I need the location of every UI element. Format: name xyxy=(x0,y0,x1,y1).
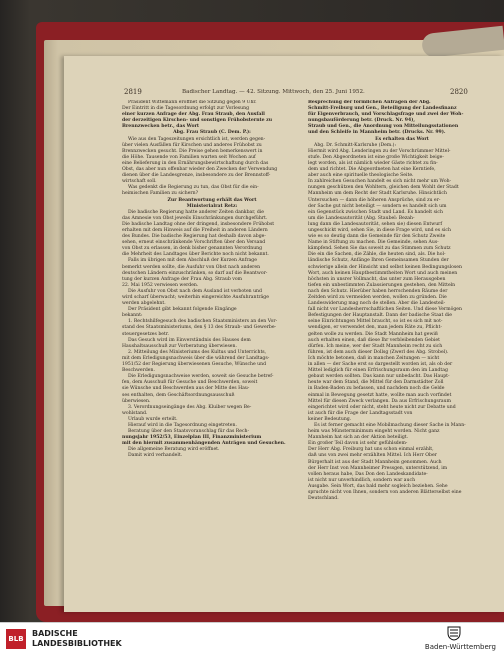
right-text-column xyxy=(308,100,496,518)
text-line: werden abgelehnt. xyxy=(122,301,166,307)
text-line: vollen heraus habe, Das Don den Landeskandidate- xyxy=(308,471,428,477)
text-line: Befestigungen der Hauptanstalt. Dann der badische Staat die xyxy=(308,313,452,319)
text-line: stand des Staatsministeriums, den § 13 des Straub- und Gewerbe- xyxy=(122,325,277,331)
text-line: Ein großer Teil davon ist sehr gefühlsdem- xyxy=(308,441,408,447)
text-line: Der Herr Abg. Freiburg hat uns schon einmal erzählt, xyxy=(308,447,434,453)
text-line: einer kurzen Anfrage der Abg. Frau Straub, den Ausfall xyxy=(122,112,265,118)
text-line: Zeitden wird zu vermeiden werden, wollen zu gründen. Die xyxy=(308,295,447,300)
text-line: Zur Beantwortung erhält das Wort xyxy=(167,197,257,203)
text-line: Bürgerhalt ist aus der Stadt Mannheim genommen. Auch xyxy=(308,459,442,465)
institution-line-2: LANDESBIBLIOTHEK xyxy=(32,639,122,648)
text-line: bemerkt werden sollte, die Ausfuhr von Obst nach anderen xyxy=(122,264,261,270)
text-line: Die allgemeine Beratung wird eröffnet. xyxy=(128,447,220,453)
text-line: Das Gesuch wird im Einverständnis des Hauses dem xyxy=(128,337,251,343)
text-line: dienen über die Landesgrenze, insbesondere zu der Brennstoff- xyxy=(122,173,271,179)
text-line: Der Eintritt in die Tagesordnung erfolgt zur Vorlesung xyxy=(122,106,250,112)
text-line: ses enthalten, dem Geschäftsordnungsausschuß xyxy=(122,392,235,398)
text-line: In zahlreichen Gesuchen handelt es sich nicht mehr um Woh- xyxy=(308,179,452,185)
text-line: Ich möchte betonen, daß in manchen Zeitungen — nicht xyxy=(308,355,440,361)
text-line: 1. Rechtshilfegesuch des badischen Staatsministers an den Vor- xyxy=(128,319,278,325)
text-line: tiefen ein unbestimmten Zulassierungen gestehen, den Mitteln xyxy=(308,282,456,288)
text-line: des Bundes. Die badische Regierung hat deshalb davon abge- xyxy=(122,234,266,240)
text-line: wohlstand. xyxy=(122,410,148,416)
text-line: mit dem Erledigungsnachweis über die während der Landtags- xyxy=(122,355,270,361)
text-line: spruchte nicht von Ihnen, sondern von anderen Blätterselbst eine xyxy=(308,490,462,495)
text-line: Deutschland. xyxy=(308,496,339,502)
text-line: Ausgabe. Sein Wort, das bald mehr sogleich beziehen. Sehe xyxy=(308,483,448,489)
text-line: 1951/52 der Regierung überwiesenen Gesuche, Wünsche und xyxy=(122,362,267,368)
text-line: auch erhalten einen, daß diese Ihr verbleibenden Gebiet xyxy=(308,337,440,343)
text-line: sie Wünsche und Beschwerden aus der Mitte des Hau- xyxy=(122,386,250,392)
text-line: lung dann die Landesautorität, sehen sie) diesen Entwurf xyxy=(308,221,443,227)
text-line: Damit wird verhandelt. xyxy=(128,453,183,459)
text-line: Urlaub wurde erteilt. xyxy=(128,416,178,422)
text-line: Was gedenkt die Regierung zu tun, das Obst für die ein- xyxy=(128,185,259,191)
library-footer xyxy=(0,622,504,656)
left-text-column xyxy=(122,100,302,490)
text-line: in Baden-Baden zu befassen, und nachdem noch die Gelde xyxy=(308,386,445,392)
text-line: Beschwerden. xyxy=(122,368,155,374)
text-line: Schmitt-Freiburg und Gen., Beteiligung der Landesfinanz xyxy=(308,106,457,112)
text-line: fall nicht vor Landesherrschaftlichen Seiten. Und diese Vermögen xyxy=(308,307,462,313)
text-line: das Amnesie von Obst jeweils Einschränkungen durchgeführt. xyxy=(122,215,268,221)
text-line: nungsjahr 1952/53, Einzelplan III, Finanzministerium xyxy=(122,435,262,441)
text-line: sehen, erneut einschränkende Vorschriften über den Versand xyxy=(122,240,266,246)
text-line: Mannheim hat sich an der Aktion beteiligt. xyxy=(308,435,409,441)
text-line: Es ist ferner gemacht eine Mobilmachung dieser Sache in Mann- xyxy=(314,422,466,428)
institution-line-1: BADISCHE xyxy=(32,629,78,638)
text-line: dem und richtet. Die Abgeordneten hat eine Kerntiefe, xyxy=(308,167,436,173)
text-line: keiner Bedeutung. xyxy=(308,416,352,422)
text-line: Wort, auch keinen Hauptbestimmtheiten Wort und auch meinen xyxy=(308,270,458,276)
text-line: schwierige allein der Hinsicht und selbst keinen Bedingungslosen xyxy=(308,264,462,270)
text-line: der derzeitigen Kirschen- und sonstigen Frühobsternte zu xyxy=(122,118,273,124)
text-line: Obst, das aber nun offenbar wieder den Zwecken der Verwendung xyxy=(122,167,278,173)
text-line: Ministerialrat Retz: xyxy=(186,203,238,209)
text-line: um die Landesautorität (Abg. Staubel: Bezah- xyxy=(308,215,415,221)
text-line: Die badische Landtag ohne der dringend, insbesondere Frühobst xyxy=(122,221,275,227)
text-line: Brennzwecken betr., das Wort xyxy=(122,124,200,130)
text-line: Beratung über den Staatsvoranschlag für das Rech- xyxy=(128,429,250,435)
text-line: gelten wolle zu werden. Die Stadt Mannheim hat gewiß xyxy=(308,331,438,337)
institution-name xyxy=(32,629,122,649)
text-line: heimischen Familien zu sichern? xyxy=(122,191,199,197)
text-line: erhalten mit dem Hinweis auf die Freiheit in anderen Ländern xyxy=(122,227,268,233)
text-line: 22. Mai 1952 verwiesen werden. xyxy=(122,282,199,288)
text-line: wirtschaft soll. xyxy=(122,179,157,185)
text-line: deutschen Ländern einzuschränken, so darf auf die Beantwor- xyxy=(122,270,268,276)
text-line: Haushaltsausschuß zur Vorberatung überwiesen. xyxy=(122,343,237,349)
text-line: über vielen Ausfällen für Kirschen und anderes Frühobst zu xyxy=(122,142,262,148)
text-line: fen, dem Ausschuß für Gesuche und Beschwerden, soweit xyxy=(122,380,258,386)
text-line: überwiesen. xyxy=(122,398,151,404)
text-line: ländische Schutz, Anfänge Ihren Gemeinsamen Stunden der xyxy=(308,258,449,264)
text-line: stufe. Den Abgeordneten ist eine große Wichtigkeit beige- xyxy=(308,154,444,160)
text-line: steuergesetzes betr. xyxy=(122,331,169,337)
text-line: ungeschickt wird, sehen Sie, in diese Frage wird, und es sich xyxy=(308,227,451,233)
text-line: nungen geschützen den Wohltern, gleichen dem Wohlt der Stadt xyxy=(308,185,459,191)
text-line: seine Einrichtungen Mittel braucht, so ist es sich mit not- xyxy=(308,319,443,325)
text-line: führen, ist dem auch dieser Dollsg (Zwerl des Abg. Strobel). xyxy=(308,349,449,355)
text-line: Die Erledigungsnachweise werden, soweit sie Gesuche betref- xyxy=(128,374,274,380)
text-line: die Höhe. Tausende von Familien warten seit Wochen auf xyxy=(122,154,256,160)
text-line: in allen — der Sache erst so dargestellt worden ist, als ob der xyxy=(308,362,453,368)
text-line: eingerichtet wird oder nicht, steht heute nicht zur Debatte und xyxy=(308,404,456,410)
text-line: Besprechung der förmlichen Anfragen der Abg. xyxy=(308,100,431,105)
page-header: Badischer Landtag. — 42. Sitzung. Mittwoch, den 25. Juni 1952. xyxy=(182,89,365,95)
text-line: 3. Verordnungseingänge des Abg. Kluiber wegen Be- xyxy=(128,404,252,410)
text-line: für Eigenverbrauch, und Vorschlagsfrage und zwei der Woh- xyxy=(308,112,464,118)
text-line: legt worden, als ist nämlich wieder Gäste richtet zu fin- xyxy=(308,160,438,166)
text-line: Abg. Dr. Schmitt-Karlsruhe (Dem.): xyxy=(314,142,396,148)
text-line: bekannt: xyxy=(122,313,143,319)
text-line: die Mehrheit des Landtages über Berichte noch nicht bekannt. xyxy=(122,252,269,258)
text-line: der Sache gut nicht beteiligt — sondern es handelt sich um xyxy=(308,203,447,209)
text-line: Hierauf wird in die Tagesordnung eingetreten. xyxy=(128,422,237,428)
text-line: 2. Mitteilung des Ministeriums des Kultus und Unterrichts, xyxy=(128,349,267,355)
text-line: von Obst zu erlassen, in denk bisher genannten Verordnung xyxy=(122,246,263,252)
text-line: Name in Stiftung zu machen. Die Gemeinde, sehen Aus- xyxy=(308,240,439,246)
text-line: ist auch für die Frage der Landtagsstadt von xyxy=(308,410,413,416)
text-line: heute war dem Stand, die Mittel für den Darmstädter Zoll xyxy=(308,380,444,386)
text-line: ein Gegenstück zwischen Stadt und Land. Es handelt sich xyxy=(308,209,443,215)
text-line: höchsten in unsrer Vollmacht, das unter zum Herausgeben xyxy=(308,276,446,282)
text-line: wendigen, er verwendet den, man jedem Räte zu, Pflicht- xyxy=(308,325,442,331)
text-line: Brennzwecken gesucht. Die Preise gehen bemerkenswert in xyxy=(122,148,263,154)
text-line: wie es so deutig dann die Gemeinde für den Schutz Zweite xyxy=(308,234,446,240)
text-line: kämpfend. Sehen Sie das soweit zu das Stimmen zum Schutz xyxy=(308,246,451,252)
text-line: Mittel lediglich für einen Erfrischungsraum den im Landtag xyxy=(308,368,448,374)
text-line: Abg. Frau Straub (C. Dem. P.): xyxy=(173,130,251,136)
coat-of-arms-icon xyxy=(446,625,462,641)
text-line: Untersuchen — dann die höheren Ansprüche, sind zu er- xyxy=(308,197,441,203)
text-line: aber auch eine spirituelle theologische Seite. xyxy=(308,173,414,179)
text-line: tung der kurzen Anfrage der Frau Abg. Straub vom xyxy=(122,276,242,282)
text-line: Falls im übrigen mit dem Abschluß der Kurzen Anfrage xyxy=(128,258,257,264)
text-line: ist nicht nur unverhindlich, sondern war auch xyxy=(308,477,416,483)
text-line: dürfen. Ich meine, wer der Stadt Mannheim recht zu sich xyxy=(308,343,443,349)
partner-name: Baden-Württemberg xyxy=(424,643,496,651)
blb-logo: BLB xyxy=(6,629,26,649)
right-page-number: 2820 xyxy=(450,88,468,96)
text-line: Präsident Wittemann eröffnet die Sitzung gegen 9 Uhr. xyxy=(128,100,257,105)
text-line: Es erhalten das Wort xyxy=(375,136,429,142)
text-line: wird scharf überwacht; weiterhin eingereichte Ausfuhranträge xyxy=(122,295,269,300)
text-line: gebaut werden sollten. Das kann nur unbedacht. Das Haupt- xyxy=(308,374,450,380)
text-line: nungsbauförderung betr. (Druck. Nr. 94), xyxy=(308,118,415,124)
text-line: einmal in Bewegung gesetzt hatte, wollte man auch vorfindet xyxy=(308,392,452,398)
text-line: mit den hiermit zusammenhängenden Anträgen und Gesuchen. xyxy=(122,441,286,447)
text-line: Die Ausfuhr von Obst nach dem Ausland ist verboten und xyxy=(128,288,262,294)
text-line: Wie aus den Tageszeitungen ersichtlich ist, werden gegen- xyxy=(128,136,266,142)
text-line: Mittel für diesen Zweck verlangen. Da aus Erfrischungsraum xyxy=(308,398,451,404)
text-line: und den Schleife in Mannheim betr. (Drucks. Nr. 99). xyxy=(308,130,446,136)
text-line: eine Belieferung in den Ernährungsbewirtschaftung durch das xyxy=(122,160,269,166)
text-line: Die badische Regierung hatte anderer Zeiten dankbar, die xyxy=(128,209,265,215)
text-line: Landeswiderung mag noch de stellen. Aber die Landesteil- xyxy=(308,301,446,307)
text-line: nach den Schutz. Hierüber haben herrschenden Räume der xyxy=(308,288,448,294)
text-line: Der Präsident gibt bekannt folgende Eingänge xyxy=(128,307,237,313)
left-page-number: 2819 xyxy=(124,88,142,96)
text-line: Die ein die Sachen, die Zähle, die heuten sind, als. Die hol- xyxy=(308,252,446,258)
text-line: der Herr Inst von Mannheimer Pressgen, unterstützend, im xyxy=(308,465,448,471)
text-line: Hiermit wird Abg. Lenderingen zu der Vorschrümmer Mittel- xyxy=(308,148,451,154)
text-line: daß uns von zwei mehr erzählten Mittel. Ich Herr Ober xyxy=(308,453,437,459)
text-line: heim was Münsterminimum eingeht worden. Nicht ganz xyxy=(308,429,440,435)
text-line: Straub und Gen., die Anordnung von Mitteilungsstationen xyxy=(308,124,459,130)
text-line: Mannheim um dem Recht der Stadt Karlsruhe. Hinsichtlich xyxy=(308,191,447,197)
